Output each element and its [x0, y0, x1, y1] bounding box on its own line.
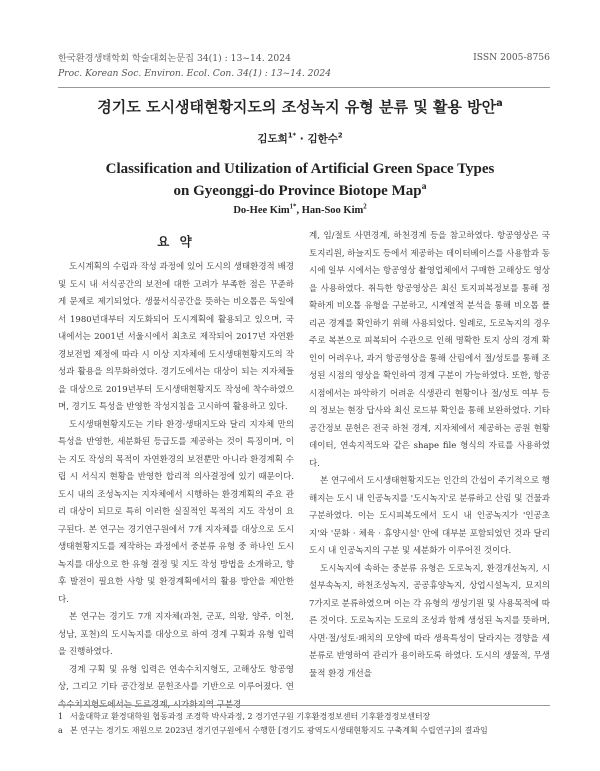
abstract-paragraph: 도시생태현황지도는 기타 환경·생태지도와 달리 지자체 만의 특성을 반영한, 세분화된 등급도를 제공하는 것이 특징이며, 이는 지도 작성의 목적이 자연환경의 보전뿐만 아니라 환경계획 수립 시 서식지 현황을 반영한 합리적 의사결정에 있기 때문이다. 도시 내의 조성녹지는 지자체에서 시행하는 환경계획의 주요 관리 대상이 되므로 특히 이러한 실질적인 목적의 지도 작성이 요구된다. 본 연구는 경기연구원에서 7개 지자체를 대상으로 도시생태현황지도를 제작하는 과정에서 중분류 유형 중 하나인 도시녹지를 대상으로 한 유형 결정 및 지도 작성 방법을 소개하고, 향후 발전이 필요한 사항 및 환경계획에서의 활용 방안을 제안한다.	[58, 419, 294, 605]
abstract-column-left	[58, 259, 294, 714]
footnote-text: 서울대학교 환경대학원 협동과정 조경학 박사과정, 2 경기연구원 기후환경정보센터 기후환경정보센터장	[70, 712, 431, 721]
abstract-paragraph: 계, 임/절토 사면경계, 하천경계 등을 참고하였다. 항공영상은 국토지리원, 하늘지도 등에서 제공하는 데이터베이스를 사용함과 동시에 일부 시에서는 항공영상 촬영업체에서 구매한 고해상도 영상을 사용하였다. 취득한 항공영상은 최신 토지피복정보를 통해 정확하게 비오톱 유형을 구분하고, 시계열적 분석을 통해 비오톱 폴리곤 경계를 확인하기 위해 사용되었다. 일례로, 도로녹지의 경우 주로 복본으로 피복되어 수관으로 인해 명확한 토지 상의 경계 확인이 어려우나, 과거 항공영상을 통해 산림에서 절/성토를 통해 조성된 시점의 영상을 확인하여 경계 구분이 가능하였다. 또한, 항공 시점에서는 파악하기 어려운 식생관리 현황이나 절/성토 여부 등의 정보는 현장 답사와 최신 로드뷰 확인을 통해 보완하였다. 기타 공간정보 문헌은 전국 하천 경계, 지자체에서 제공하는 공원 현황데이터, 연속지적도와 같은 shape file 형식의 자료를 사용하였다.	[309, 231, 550, 469]
author-1-en-mark: 1*	[289, 203, 297, 211]
author-separator-ko: ·	[296, 133, 308, 145]
header-divider	[58, 87, 550, 88]
author-2-ko: 김한수	[307, 133, 338, 145]
footnote-mark: a	[58, 726, 63, 735]
authors-en	[0, 205, 600, 216]
abstract-paragraph: 본 연구에서 도시생태현황지도는 인간의 간섭이 주기적으로 행해지는 도시 내 인공녹지를 '도시녹지'로 분류하고 산림 및 건물과 구분하였다. 이는 도시피복도에서 도시 내 인공녹지가 '인공초지'와 '문화 · 체육 · 휴양시설' 안에 대부분 포함되었던 것과 달리 도시 내 인공녹지의 구분 및 세분화가 이루어진 것이다.	[309, 476, 550, 556]
authors-ko	[0, 131, 600, 146]
journal-citation-en: Proc. Korean Soc. Environ. Ecol. Con. 34(1) : 13~14. 2024	[58, 67, 332, 79]
paper-title-ko	[0, 96, 600, 117]
author-2-en-mark: 2	[363, 203, 367, 211]
author-1-en: Do-Hee Kim	[233, 205, 290, 216]
journal-citation-ko: 한국환경생태학회 학술대회논문집 34(1) : 13~14. 2024	[58, 53, 291, 64]
author-1-ko-mark: 1*	[287, 131, 297, 140]
footnote-item	[58, 724, 550, 738]
footnote-item	[58, 710, 550, 724]
abstract-paragraph: 본 연구는 경기도 7개 지자체(과천, 군포, 의왕, 양주, 이천, 성남, 포천)의 도시녹지를 대상으로 하여 경계 구획과 유형 입력을 진행하였다.	[58, 612, 294, 657]
journal-header	[58, 52, 331, 81]
paper-title-ko-text: 경기도 도시생태현황지도의 조성녹지 유형 분류 및 활용 방안	[97, 98, 497, 116]
author-separator-en: ,	[296, 205, 302, 216]
abstract-heading: 요 약	[157, 234, 195, 249]
paper-title-en-line-2: on Gyeonggi-do Province Biotope Map	[173, 183, 422, 199]
abstract-column-right	[309, 228, 550, 683]
abstract-paragraph: 도시계획의 수립과 작성 과정에 있어 도시의 생태환경적 배경 및 도시 내 서식공간의 보전에 대한 고려가 부족한 점은 꾸준하게 문제로 제기되었다. 생물서식공간을 뜻하는 비오톱은 독일에서 1980년대부터 지도화되어 도시계획에 활용되고 있으며, 국내에서는 2001년 서울시에서 최초로 제작되어 2017년 자연환경보전법 제정에 따라 시 이상 지자체에 도시생태현황지도의 작성과 활용을 의무화하였다. 경기도에서는 대상이 되는 지자체들을 대상으로 2019년부터 도시생태현황지도 작성에 착수하였으며, 경기도 특성을 반영한 작성지침을 고시하여 활용하고 있다.	[58, 262, 294, 412]
footnote-text: 본 연구는 경기도 재원으로 2023년 경기연구원에서 수행한 [경기도 광역도시생태현황지도 구축계획 수립연구]의 결과임	[70, 726, 488, 735]
footnote-mark: 1	[58, 712, 64, 721]
paper-title-en-line-1: Classification and Utilization of Artificial Green Space Types	[105, 161, 495, 177]
paper-title-en-line-2-wrap	[0, 180, 600, 202]
title-en-footnote-mark: a	[421, 181, 427, 192]
author-2-en: Han-Soo Kim	[301, 205, 364, 216]
paper-title-en	[0, 158, 600, 202]
issn-number: ISSN 2005-8756	[473, 52, 550, 63]
abstract-paragraph: 도시녹지에 속하는 중분류 유형은 도로녹지, 환경개선녹지, 시설부속녹지, 하천조성녹지, 공공휴양녹지, 상업시설녹지, 묘지의 7가지로 분류하였으며 이는 각 유형의 생성기원 및 사용목적에 따른 것이다. 도로녹지는 도로의 조성과 함께 생성된 녹지를 뜻하며, 사면·절/성토·패치의 모양에 따라 생육특성이 달라지는 경향을 세분류로 반영하여 관리가 용이하도록 하였다. 도시의 생물적, 무생물적 환경 개선을	[309, 563, 550, 679]
footnotes	[58, 710, 550, 738]
author-2-ko-mark: 2	[337, 131, 343, 140]
author-1-ko: 김도희	[257, 133, 288, 145]
title-ko-footnote-mark: a	[496, 98, 503, 109]
footnote-divider	[58, 705, 550, 706]
abstract-paragraph: 경계 구획 및 유형 입력은 연속수치지형도, 고해상도 항공영상, 그리고 기타 공간정보 문헌조사를 기반으로 이루어졌다. 연속수치지형도에서는 도로경계, 시가화지역 구분경	[58, 664, 294, 710]
